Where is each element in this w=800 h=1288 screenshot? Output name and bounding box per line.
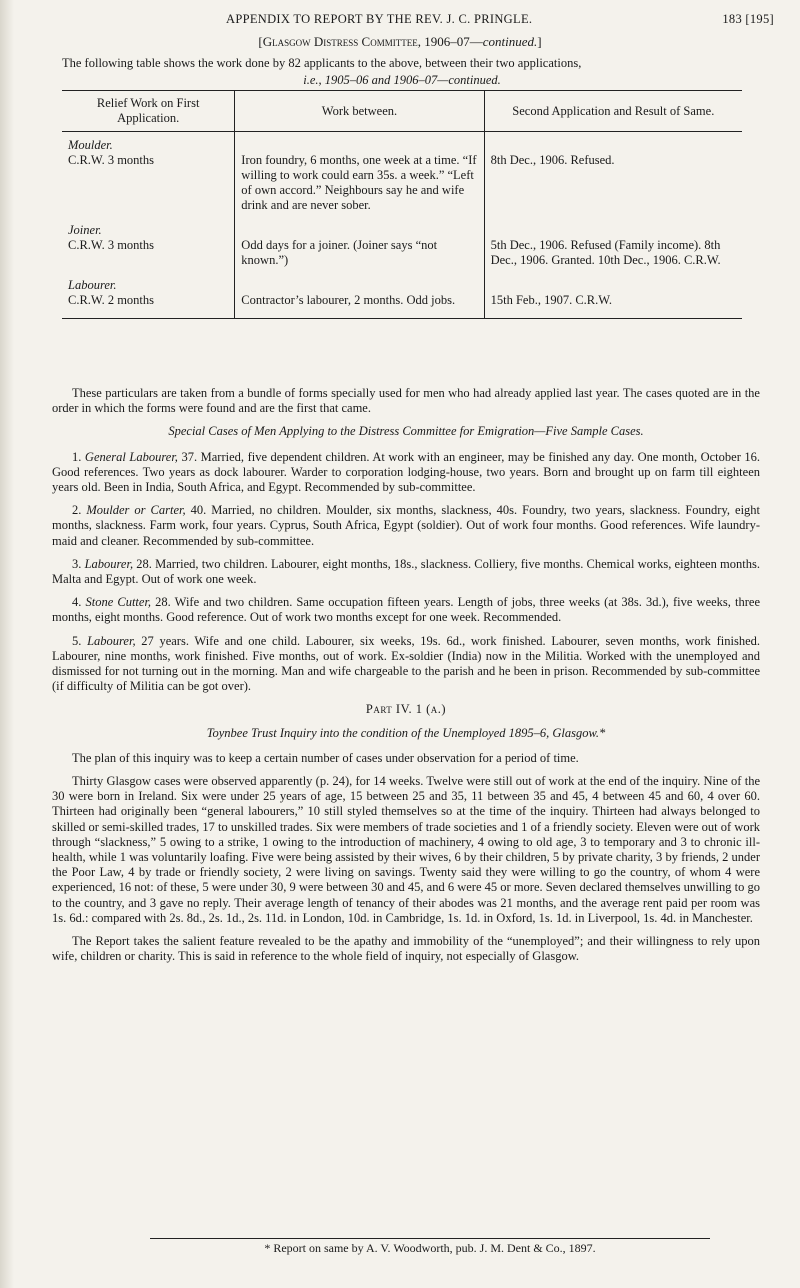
- caption-prefix: [Glasgow Distress Committee, 1906–07—: [258, 34, 483, 49]
- section-caption: [0, 34, 800, 50]
- intro-line-1: The following table shows the work done by 82 applicants to the above, between their two applications,: [62, 56, 582, 70]
- case-number: 3.: [72, 556, 82, 571]
- row-result: 8th Dec., 1906. Refused.: [490, 153, 615, 167]
- header-relief-work: Relief Work on First Application.: [62, 91, 235, 132]
- header-work-between: Work between.: [235, 91, 484, 132]
- case-title: Stone Cutter,: [85, 595, 152, 610]
- row-category: Labourer.: [68, 278, 117, 292]
- toynbee-heading: Toynbee Trust Inquiry into the condition of the Unemployed 1895–6, Glasgow.*: [206, 725, 606, 740]
- relief-cell: [62, 132, 235, 214]
- table-header-row: [62, 91, 742, 132]
- table-row: [62, 213, 742, 268]
- case-title: Labourer,: [87, 633, 136, 648]
- case-number: 5.: [72, 633, 82, 648]
- page-binding-edge: [0, 0, 14, 1288]
- work-between-table: [62, 90, 742, 319]
- case-title: Moulder or Carter,: [86, 503, 186, 518]
- body-paragraph: The Report takes the salient feature revealed to be the apathy and immobility of the “unemployed”; and their willingness to rely upon wife, children or charity. This is said in reference to the whole field of inquiry, not especially of Glasgow.: [52, 934, 760, 964]
- case-paragraph: [52, 595, 760, 625]
- result-cell: [484, 213, 742, 268]
- case-text: 28. Married, two children. Labourer, eight months, 18s., slackness. Colliery, five months. Chemical works, eighteen months. Malta and Egypt. Out of work one week.: [52, 556, 760, 587]
- row-result: 5th Dec., 1906. Refused (Family income). 8th Dec., 1906. Granted. 10th Dec., 1906. C.R.W.: [490, 238, 721, 267]
- row-result: 15th Feb., 1907. C.R.W.: [490, 293, 613, 307]
- row-work: Contractor’s labourer, 2 months. Odd jobs.: [241, 293, 456, 307]
- case-paragraph: [52, 557, 760, 587]
- footnote: * Report on same by A. V. Woodworth, pub. J. M. Dent & Co., 1897.: [150, 1238, 710, 1256]
- work-cell: [235, 213, 484, 268]
- case-text: 37. Married, five dependent children. At work with an engineer, may be finished any day. One month, October 16. Good references. Two years as dock labourer. Warder to corporation lodging-house, two years. Born and brought up on farm till eighteen years old. Been in India, South Africa, and Egypt. Recommended by sub-committee.: [52, 449, 761, 495]
- work-cell: [235, 132, 484, 214]
- result-cell: [484, 132, 742, 214]
- case-paragraph: [52, 450, 760, 496]
- row-applicant: C.R.W. 3 months: [68, 238, 155, 252]
- note-paragraph: These particulars are taken from a bundle of forms specially used for men who had already applied last year. The cases quoted are in the order in which the forms were found and are the first that came.: [52, 386, 760, 416]
- table-row: [62, 132, 742, 214]
- row-category: Joiner.: [68, 223, 102, 237]
- case-number: 4.: [72, 595, 82, 610]
- special-cases-heading: Special Cases of Men Applying to the Distress Committee for Emigration—Five Sample Cases.: [168, 424, 644, 439]
- case-number: 1.: [72, 449, 82, 464]
- case-title: General Labourer,: [84, 449, 178, 464]
- row-category: Moulder.: [68, 138, 113, 152]
- case-text: 27 years. Wife and one child. Labourer, six weeks, 19s. 6d., work finished. Labourer, seven months, work finished. Labourer, nine months, work finished. Five months, out of work. Ex-soldier (India) now in the Militia. Worked with the unemployed and dismissed for not turning out in the morning. Man and wife chargeable to the parish and he been in prison. Recommended by sub-committee (if difficulty of Militia can be got over).: [52, 633, 760, 694]
- case-paragraph: [52, 634, 760, 695]
- relief-cell: [62, 268, 235, 319]
- case-text: 28. Wife and two children. Same occupation fifteen years. Length of jobs, three weeks (at 38s. 3d.), five weeks, three months, eight months. Good reference. Out of work two months except for one week. Recommended.: [52, 595, 760, 625]
- case-text: 40. Married, no children. Moulder, six months, slackness, 40s. Foundry, two years, slackness. Foundry, eight months, slackness. Farm work, four years. Cyprus, South Africa, Egypt (soldier). Out of work four months. Good references. Wife laundry-maid and cleaner. Recommended by sub-committee.: [52, 503, 761, 548]
- body-text: [52, 386, 760, 973]
- work-cell: [235, 268, 484, 319]
- row-applicant: C.R.W. 3 months: [68, 153, 155, 167]
- header-second-application: Second Application and Result of Same.: [484, 91, 742, 132]
- body-paragraph: Thirty Glasgow cases were observed apparently (p. 24), for 14 weeks. Twelve were still out of work at the end of the inquiry. Nine of the 30 were born in Ireland. Six were under 25 years of age, 15 between 25 and 35, 11 between 35 and 45, 4 between 45 and 60, 4 over 60. Thirteen had originally been “general labourers,” 10 still styled themselves so at the time of the inquiry. Thirteen had always belonged to skilled or semi-skilled trades, 17 to unskilled trades. Six were members of trade societies and 1 of a friendly society. Eleven were out of work through “slackness,” 5 owing to a strike, 1 owing to the introduction of machinery, 4 owing to old age, 3 to temporary and 3 to chronic ill-health, while 1 was voluntarily loafing. Five were being assisted by their wives, 6 by their children, 5 by private charity, 3 by friends, 2 under the Poor Law, 4 by trade or friendly society, 2 were living on savings. Twenty said they were willing to go the country, of whom 4 were experienced, 16 not: of these, 5 were under 30, 9 were between 30 and 45, and 6 were 45 or more. Seven declared themselves unwilling to go to the country, and 3 gave no reply. Their average length of tenancy of their abodes was 21 months, and the average rent paid per room was 1s. 6d.: compared with 2s. 8d., 2s. 1d., 2s. 11d. in London, 10d. in Cambridge, 1s. 1d. in Oxford, 1s. 1d. in Liverpool, 1s. 4d. in Manchester.: [52, 774, 760, 925]
- intro-line-2: i.e., 1905–06 and 1906–07—continued.: [303, 73, 501, 87]
- result-cell: [484, 268, 742, 319]
- relief-cell: [62, 213, 235, 268]
- table-intro: [62, 56, 742, 88]
- case-number: 2.: [72, 503, 82, 518]
- part-heading: Part IV. 1 (a.): [365, 702, 447, 717]
- body-paragraph: The plan of this inquiry was to keep a certain number of cases under observation for a period of time.: [72, 750, 579, 765]
- running-header: [226, 12, 786, 27]
- row-work: Odd days for a joiner. (Joiner says “not known.”): [241, 238, 438, 267]
- table-row: [62, 268, 742, 319]
- case-title: Labourer,: [84, 556, 134, 571]
- row-applicant: C.R.W. 2 months: [68, 293, 155, 307]
- caption-continued: continued.: [482, 34, 538, 49]
- row-work: Iron foundry, 6 months, one week at a time. “If willing to work could earn 35s. a week.” “Left of own accord.” Neighbours say he and wife drink and are never sober.: [241, 153, 477, 212]
- running-title: APPENDIX TO REPORT BY THE REV. J. C. PRINGLE.: [226, 12, 533, 26]
- caption-suffix: ]: [537, 34, 542, 49]
- case-paragraph: [52, 503, 760, 549]
- page-number: 183 [195]: [722, 12, 774, 26]
